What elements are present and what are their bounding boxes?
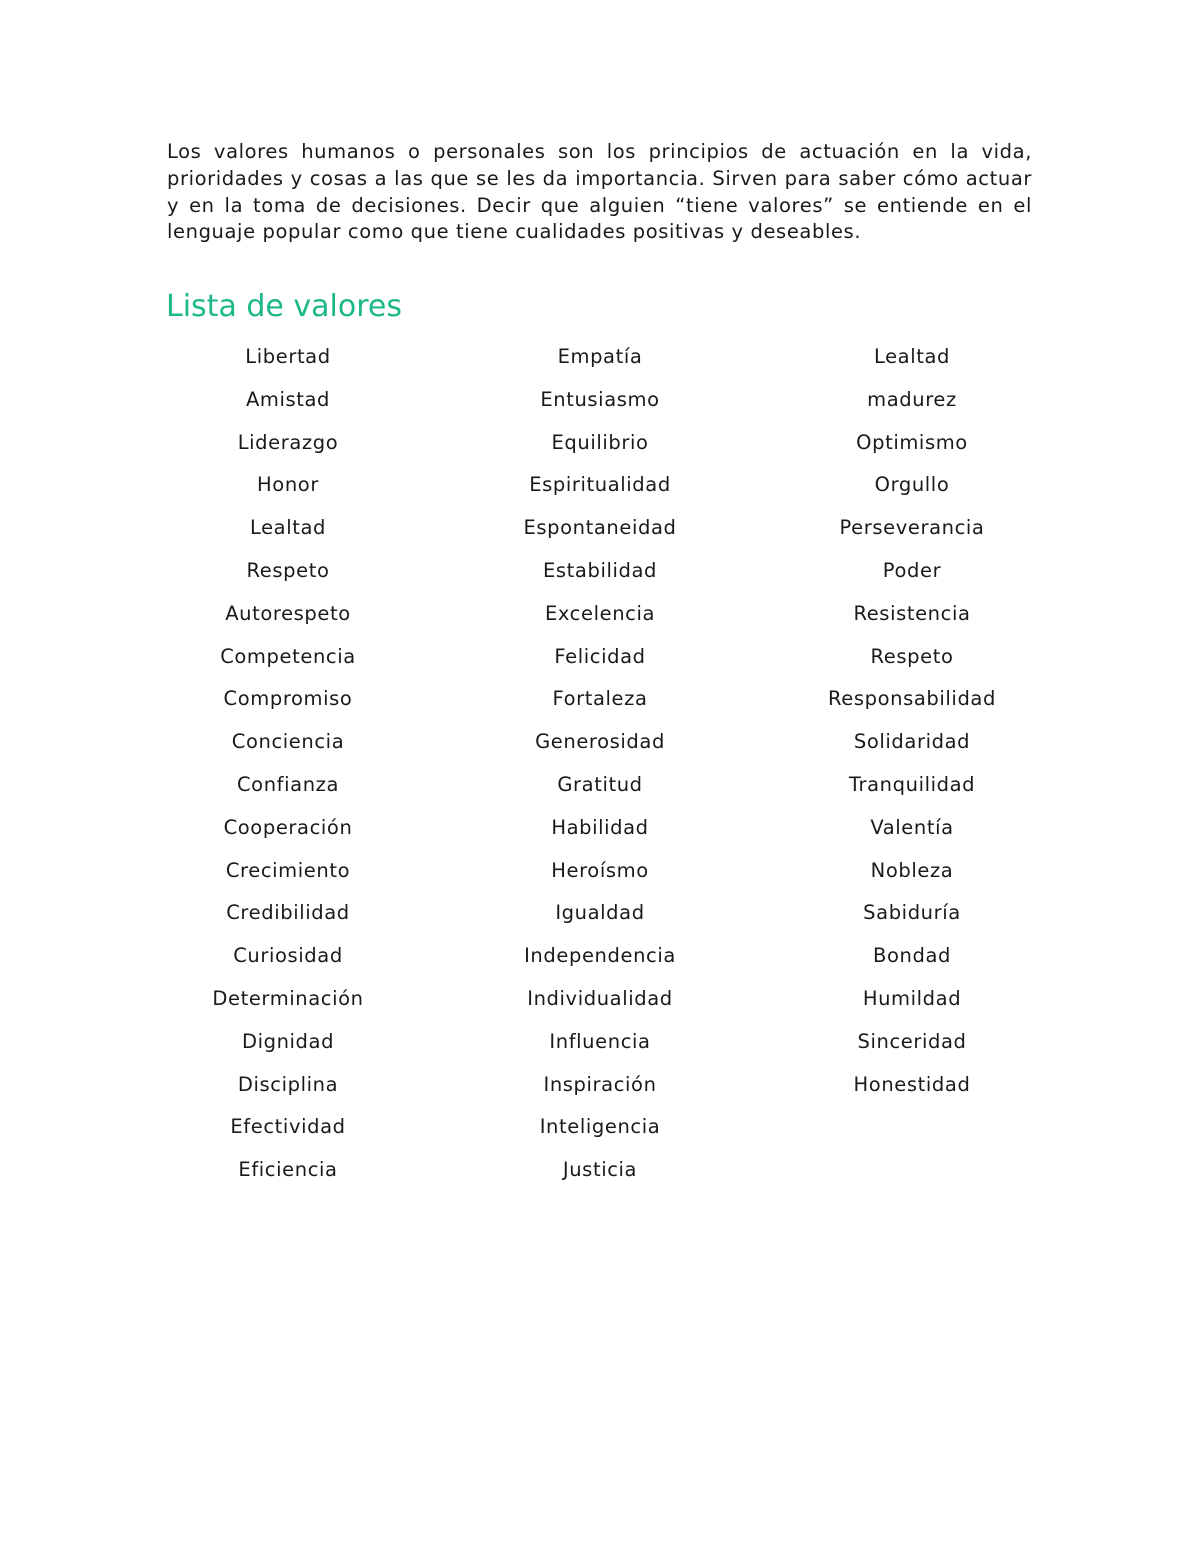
value-item: Tranquilidad [848, 772, 976, 796]
value-item: madurez [867, 387, 957, 411]
value-item: Honor [257, 473, 319, 497]
value-item: Humildad [862, 986, 962, 1010]
value-item: Curiosidad [233, 944, 343, 968]
value-item: Nobleza [870, 858, 954, 882]
value-item: Efectividad [230, 1115, 346, 1139]
value-item: Entusiasmo [540, 387, 660, 411]
value-item: Sinceridad [857, 1029, 967, 1053]
value-item: Conciencia [231, 730, 345, 754]
value-item: Dignidad [241, 1029, 335, 1053]
value-item: Espiritualidad [529, 473, 671, 497]
value-item: Justicia [562, 1158, 638, 1182]
value-item: Solidaridad [853, 730, 971, 754]
value-item: Inspiración [543, 1072, 657, 1096]
value-item: Responsabilidad [828, 687, 996, 711]
value-item: Honestidad [853, 1072, 971, 1096]
value-item: Estabilidad [542, 558, 657, 582]
values-list [132, 338, 1068, 1194]
value-item: Influencia [549, 1029, 651, 1053]
value-item: Individualidad [527, 986, 673, 1010]
value-item: Valentía [870, 815, 954, 839]
value-item: Bondad [873, 944, 951, 968]
value-item: Optimismo [856, 430, 968, 454]
value-item: Eficiencia [238, 1158, 338, 1182]
value-item: Sabiduría [863, 901, 961, 925]
value-item: Disciplina [237, 1072, 339, 1096]
value-item: Resistencia [853, 601, 971, 625]
value-item: Espontaneidad [523, 516, 677, 540]
intro-paragraph: Los valores humanos o personales son los principios de actuación en la vida, prioridades y cosas a las que se les da importancia. Sirven para saber cómo actuar y en la toma de decisiones. Decir que alguien “tiene valores” se entiende en el lenguaje popular como que tiene cualidades positivas y deseables. [167, 140, 1032, 244]
value-item: Igualdad [555, 901, 645, 925]
section-heading: Lista de valores [166, 289, 402, 324]
value-item: Heroísmo [551, 858, 649, 882]
value-item: Crecimiento [225, 858, 351, 882]
value-item: Habilidad [551, 815, 649, 839]
value-item: Orgullo [874, 473, 950, 497]
value-item: Cooperación [223, 815, 353, 839]
value-item: Autorespeto [225, 601, 351, 625]
value-item: Inteligencia [539, 1115, 661, 1139]
value-item: Credibilidad [226, 901, 350, 925]
value-item: Competencia [220, 644, 356, 668]
value-item: Respeto [870, 644, 954, 668]
value-item: Independencia [524, 944, 676, 968]
value-item: Amistad [245, 387, 331, 411]
value-item: Equilibrio [551, 430, 649, 454]
value-item: Generosidad [535, 730, 665, 754]
value-item: Gratitud [557, 772, 643, 796]
value-item: Lealtad [873, 345, 951, 368]
value-item: Confianza [236, 772, 340, 796]
values-column-3 [756, 338, 1068, 1194]
value-item: Fortaleza [552, 687, 648, 711]
value-item: Perseverancia [839, 516, 985, 540]
value-item: Felicidad [554, 644, 646, 668]
value-item: Liderazgo [237, 430, 339, 454]
value-item: Determinación [212, 986, 364, 1010]
values-column-2 [444, 338, 756, 1194]
value-item: Lealtad [249, 516, 327, 540]
value-item: Poder [882, 558, 942, 582]
value-item: Libertad [245, 345, 331, 368]
values-column-1 [132, 338, 444, 1194]
value-item: Excelencia [544, 601, 656, 625]
value-item: Compromiso [223, 687, 353, 711]
value-item: Respeto [246, 558, 330, 582]
value-item: Empatía [557, 345, 643, 368]
